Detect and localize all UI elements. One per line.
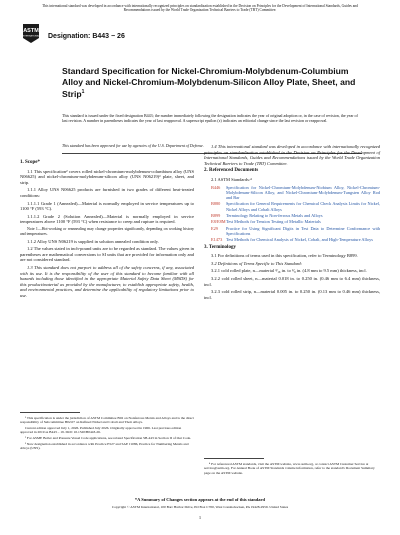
note-1: Note 1—Hot-working or reannealing may change properties significantly, depending on working history and temperatures.	[20, 226, 194, 236]
title-footnote-mark: 1	[81, 89, 85, 96]
reference-code[interactable]: E8/E8M	[211, 219, 226, 225]
para-1-1-1-2: 1.1.1.2 Grade 2 (Solution Annealed)—Material is normally employed in service temperatures above 1100 °F (593 °C) when resistance to creep and rupture is required.	[20, 213, 194, 225]
svg-text:INTERNATIONAL: INTERNATIONAL	[22, 35, 40, 38]
left-column	[20, 158, 194, 300]
para-1-1-1: 1.1.1 Alloy UNS N06625 products are furnished in two grades of different heat-treated conditions:	[20, 187, 194, 198]
reference-title[interactable]: Practice for Using Significant Digits in Test Data to Determine Conformance with Specifications	[226, 225, 380, 236]
scope-heading: 1. Scope*	[20, 160, 40, 165]
footnote-rule-left	[20, 412, 80, 413]
page-number: 1	[198, 515, 202, 520]
para-1-3: 1.3 This standard does not purport to address all of the safety concerns, if any, associated with its use. It is the responsibility of the user of this standard to become familiar with all hazards including those identified in the appropriate Material Safety Data Sheet (MSDS) for this product/material as provided by the manufacturer, to establish appropriate safety, health, and environmental practices, and determine the applicability of regulatory limitations prior to use.	[20, 264, 194, 298]
footnote: ³ New designation established in accordance with Practice E527 and SAE J1086, Practice for Numbering Metals and Alloys (UNS).	[20, 441, 189, 451]
reference-title[interactable]: Test Methods for Chemical Analysis of Nickel, Cobalt, and High-Temperature Alloys	[226, 237, 373, 243]
reference-item[interactable]	[211, 201, 380, 212]
para-1-2: 1.2 The values stated in inch-pound units are to be regarded as standard. The values given in parentheses are mathematical conversions to SI units that are provided for information only and are not considered standard.	[20, 246, 194, 263]
document-title	[62, 66, 362, 100]
reference-code[interactable]: E29	[211, 225, 218, 231]
designation: Designation: B443 − 26	[48, 33, 125, 40]
footnote-rule-right	[204, 458, 264, 459]
para-3-2-3: 3.2.3 cold rolled strip, n—material 0.005 in. to 0.250 in. (0.13 mm to 0.46 mm) thickness, incl.	[204, 289, 380, 300]
terminology-heading: 3. Terminology	[204, 244, 236, 250]
reference-title[interactable]: Test Methods for Tension Testing of Metallic Materials	[226, 219, 321, 225]
right-column	[204, 144, 380, 302]
footnote: ¹ This specification is under the jurisdiction of ASTM Committee B02 on Nonferrous Metals and Alloys and is the direct responsibility of Subcommittee B02.07 on Refined Nickel and Cobalt and Their Alloys.	[20, 416, 194, 425]
reference-code[interactable]: E1473	[211, 237, 223, 243]
title-text: Standard Specification for Nickel-Chromium-Molybdenum-Columbium Alloy and Nickel-Chromium-Molybdenum-Silicon Alloy Plate, Sheet, and Strip	[62, 66, 356, 100]
para-1-1-2: 1.1.2 Alloy UNS N06219 is supplied in solution annealed condition only.	[27, 238, 159, 244]
standard-note: This standard is issued under the fixed designation B443; the number immediately following the designation indicates the year of original adoption or, in the case of revision, the year of last revision. A number in parentheses indicates the year of last reapproval. A superscript epsilon (ε) indicates an editorial change since the last revision or reapproval.	[62, 113, 358, 123]
svg-text:ASTM: ASTM	[23, 28, 39, 34]
reference-code[interactable]: B899	[211, 213, 221, 219]
reference-title[interactable]: Specification for Nickel-Chromium-Molybdenum-Niobium Alloy, Nickel-Chromium-Molybdenum-Silicon Alloy, and Nickel-Chromium-Molybdenum-Tungsten Alloy Rod and Bar	[226, 184, 380, 201]
reference-item[interactable]	[211, 237, 380, 242]
reference-item[interactable]	[211, 219, 380, 224]
reference-item[interactable]	[211, 185, 380, 201]
summary-of-changes-note: *A Summary of Changes section appears at the end of this standard	[134, 497, 266, 502]
footnotes-right	[204, 462, 380, 475]
reference-item[interactable]	[211, 226, 380, 237]
para-1-4: 1.4 This international standard was developed in accordance with internationally recognized principles on standardization established in the Decision on Principles for the Development of International Standards, Guides and Recommendations issued by the World Trade Organization Technical Barriers to Trade (TBT) Committee.	[204, 144, 380, 166]
para-2-1: 2.1 ASTM Standards:⁴	[211, 176, 252, 182]
para-3-1: 3.1 For definitions of terms used in this specification, refer to Terminology B899.	[211, 253, 358, 259]
reference-title[interactable]: Specification for General Requirements for Chemical Check Analysis Limits for Nickel, Nickel Alloys and Cobalt Alloys	[226, 201, 380, 212]
footnote: Current edition approved July 1, 2026. Published July 2026. Originally approved in 1966. Last previous edition approved in 2019 as B443 – 19. DOI: 10.1520/B0443-26.	[20, 426, 182, 435]
para-3-2-1: 3.2.1 cold rolled plate, n—material ³⁄₁₆ in. to ³⁄₈ in. (4.8 mm to 9.5 mm) thickness, incl.	[211, 268, 367, 274]
referenced-documents-heading: 2. Referenced Documents	[204, 168, 259, 174]
para-1-1: 1.1 This specification² covers rolled nickel-chromium-molybdenum-columbium alloy (UNS N06625) and nickel-chromium-molybdenum-silicon alloy (UNS N06219)³ plate, sheet, and strip.	[20, 168, 194, 185]
reference-code[interactable]: B446	[211, 184, 221, 190]
para-1-1-1-1: 1.1.1.1 Grade 1 (Annealed)—Material is normally employed in service temperatures up to 1100 °F (593 °C).	[20, 200, 194, 212]
astm-logo-icon	[20, 22, 42, 44]
footnotes-left	[20, 416, 194, 452]
reference-item[interactable]	[211, 213, 380, 218]
para-3-2: 3.2 Definitions of Terms Specific to This Standard:	[211, 260, 303, 266]
dod-approval: This standard has been approved for use by agencies of the U.S. Department of Defense.	[62, 143, 204, 148]
reference-code[interactable]: B880	[211, 201, 221, 207]
copyright-line: Copyright © ASTM International, 100 Barr Harbor Drive, PO Box C700, West Conshohocken, PA 19428-2959. United States	[111, 505, 289, 509]
wto-notice: This international standard was developed in accordance with internationally recognized principles on standardization established in the Decision on Principles for the Development of International Standards, Guides and Recommendations issued by the World Trade Organization Technical Barriers to Trade (TBT) Committee.	[42, 4, 358, 13]
footnote: ⁴ For referenced ASTM standards, visit the ASTM website, www.astm.org, or contact ASTM Customer Service at service@astm.org. For Annual Book of ASTM Standards volume information, refer to the standard's Document Summary page on the ASTM website.	[204, 462, 375, 475]
reference-list	[204, 185, 380, 243]
footnote: ² For ASME Boiler and Pressure Vessel Code applications, see related Specification SB-443 in Section II of that Code.	[25, 436, 192, 441]
para-3-2-2: 3.2.2 cold rolled sheet, n—material 0.018 in. to 0.250 in. (0.46 mm to 6.4 mm) thickness, incl.	[204, 275, 380, 287]
reference-title[interactable]: Terminology Relating to Non-ferrous Metals and Alloys	[226, 213, 323, 219]
